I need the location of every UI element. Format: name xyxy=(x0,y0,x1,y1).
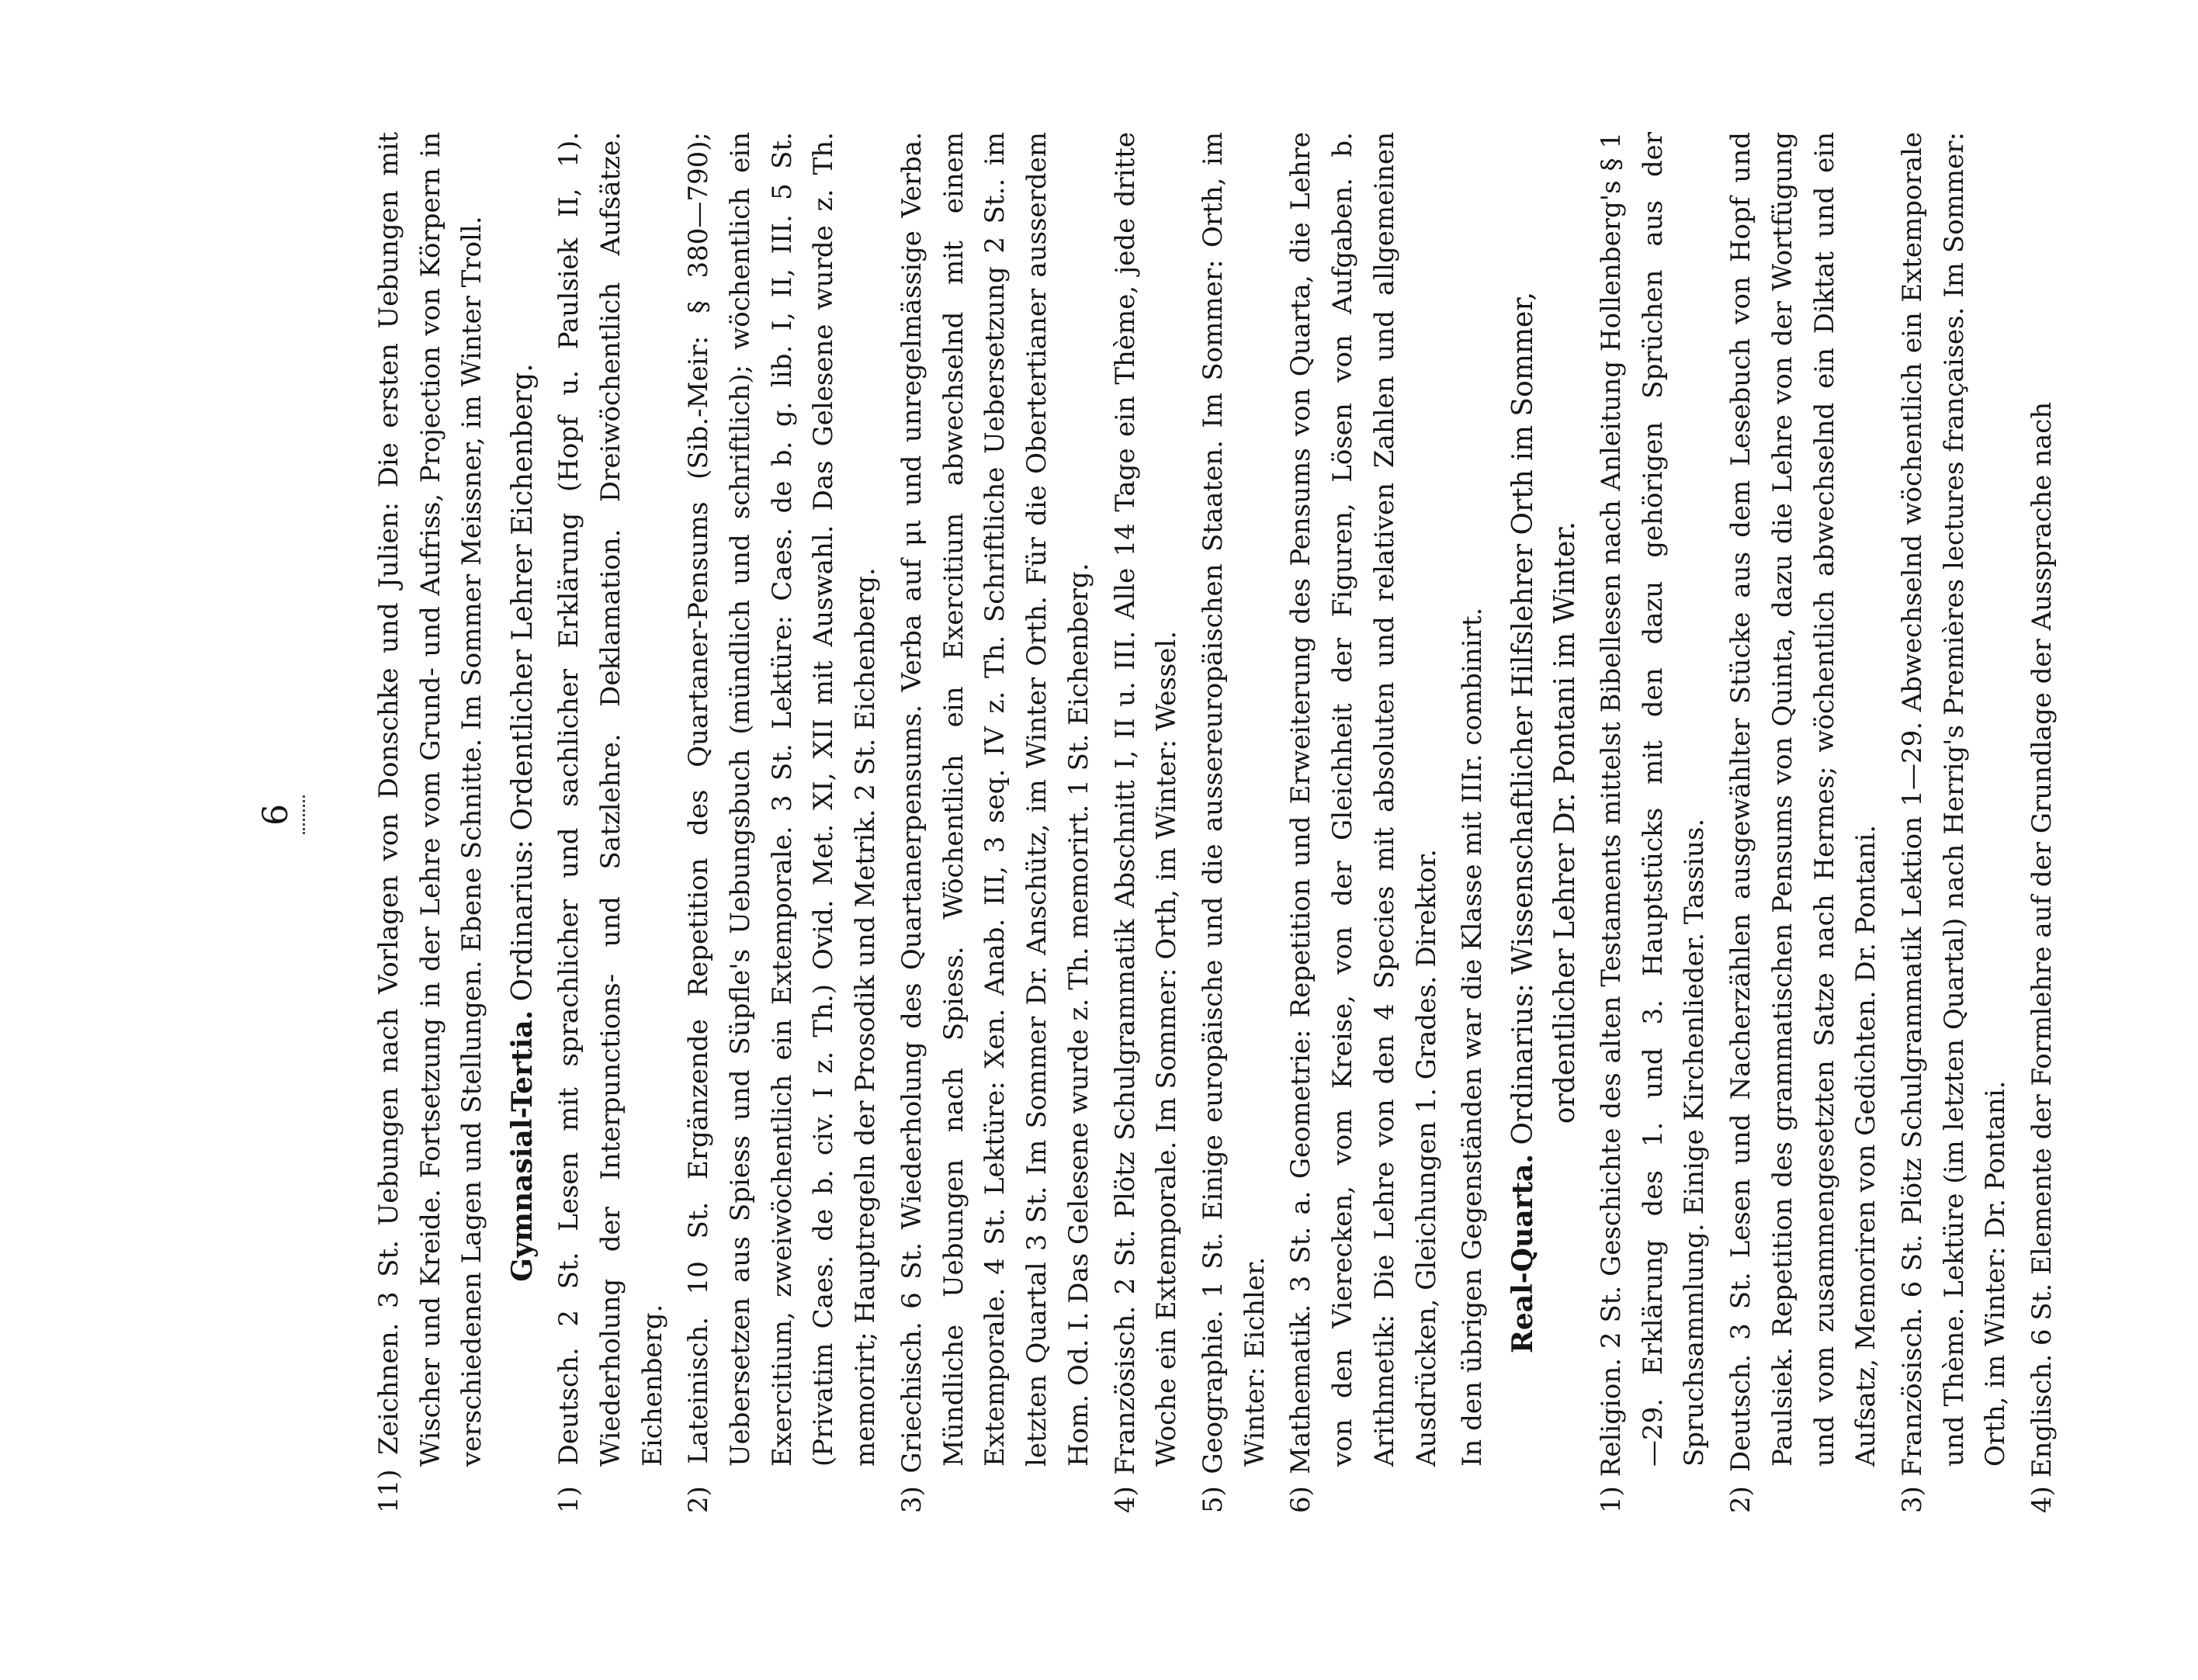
section-title: Real-Quarta. xyxy=(1506,1153,1539,1354)
ordinarius-line: Ordinarius: Wissenschaftlicher Hilfslehrer Orth im Sommer, xyxy=(1506,291,1539,1145)
paragraph: 1) Deutsch. 2 St. Lesen mit sprachlicher und sachlicher Erklärung (Hopf u. Paulsiek II, 1). Wiederholung der Interpunctions- und Satzlehre. Deklamation. Dreiwöchentlich Aufsätze. Eichenberg. xyxy=(553,132,668,1513)
section-heading-real-quarta xyxy=(1502,132,1586,1513)
paragraph: 3) Griechisch. 6 St. Wiederholung des Quartanerpensums. Verba auf μι und unregelmässige Verba. Mündliche Uebungen nach Spiess. Wöchentlich ein Exercitium abwechselnd mit einem Extemporale. 4 St. Lektüre: Xen. Anab. III, 3 seq. IV z. Th. Schriftliche Uebersetzung 2 St.. im letzten Quartal 3 St. Im Sommer Dr. Anschütz, im Winter Orth. Für die Obertertianer ausserdem Hom. Od. I. Das Gelesene wurde z. Th. memorirt. 1 St. Eichenberg. xyxy=(896,132,1094,1513)
paragraph: 2) Deutsch. 3 St. Lesen und Nacherzählen ausgewählter Stücke aus dem Lesebuch von Hopf und Paulsiek. Repetition des grammatischen Pensums von Quinta, dazu die Lehre von der Wortfügung und vom zusammengesetzten Satze nach Hermes; wöchentlich abwechselnd ein Diktat und ein Aufsatz, Memoriren von Gedichten. Dr. Pontani. xyxy=(1725,132,1882,1513)
paragraph: 4) Englisch. 6 St. Elemente der Formlehre auf der Grundlage der Aussprache nach xyxy=(2026,401,2058,1513)
section-real-quarta xyxy=(1591,132,2064,1513)
paragraph: In den übrigen Gegenständen war die Klasse mit IIIr. combinirt. xyxy=(1457,607,1489,1467)
ordinarius-line: Ordinarius: Ordentlicher Lehrer Eichenberg. xyxy=(507,363,539,1002)
paragraph-zeichnen: 11) Zeichnen. 3 St. Uebungen nach Vorlagen von Donschke und Julien: Die ersten Uebungen mit Wischer und Kreide. Fortsetzung in der Lehre vom Grund- und Aufriss, Projection von Körpern in verschiedenen Lagen und Stellungen. Ebene Schnitte. Im Sommer Meissner, im Winter Troll. xyxy=(373,132,488,1513)
paragraph: 1) Religion. 2 St. Geschichte des alten Testaments mittelst Bibellesen nach Anleitung Hollenberg's § 1—29. Erklärung des 1. und 3. Hauptstücks mit den dazu gehörigen Sprüchen aus der Spruchsammlung. Einige Kirchenlieder. Tassius. xyxy=(1595,132,1711,1513)
paragraph: 2) Lateinisch. 10 St. Ergänzende Repetition des Quartaner-Pensums (Sib.-Meir: § 380—790); Uebersetzen aus Spiess und Süpfle's Uebungsbuch (mündlich und schriftlich); wöchentlich ein Exercitium, zweiwöchentlich ein Extemporale. 3 St. Lektüre: Caes. de b. g. lib. I, II, III. 5 St. (Privatim Caes. de b. civ. I z. Th.) Ovid. Met. XI, XII mit Auswahl. Das Gelesene wurde z. Th. memorirt; Hauptregeln der Prosodik und Metrik. 2 St. Eichenberg. xyxy=(683,132,882,1513)
paragraph: 5) Geographie. 1 St. Einige europäische und die aussereuropäischen Staaten. Im Sommer: Orth, im Winter: Eichler. xyxy=(1197,132,1271,1513)
page-content xyxy=(369,132,2068,1513)
paragraph: 3) Französisch. 6 St. Plötz Schulgrammatik Lektion 1—29. Abwechselnd wöchentlich ein Extemporale und Thème. Lektüre (im letzten Quartal) nach Herrig's Premières lectures françaises. Im Sommer: Orth, im Winter: Dr. Pontani. xyxy=(1897,132,2012,1513)
page-number: 6 xyxy=(256,804,296,826)
paragraph: 6) Mathematik. 3 St. a. Geometrie: Repetition und Erweiterung des Pensums von Quarta, die Lehre von den Vierecken, vom Kreise, von der Gleichheit der Figuren, Lösen von Aufgaben. b. Arithmetik: Die Lehre von den 4 Species mit absoluten und relativen Zahlen und allgemeinen Ausdrücken, Gleichungen 1. Grades. Direktor. xyxy=(1285,132,1442,1513)
decorative-rule xyxy=(303,795,305,834)
section-gymnasial-tertia xyxy=(549,132,1494,1513)
section-heading-gymnasial-tertia xyxy=(501,132,544,1513)
ordinarius-line-2: ordentlicher Lehrer Dr. Pontani im Winter. xyxy=(1548,521,1581,1124)
paragraph: 4) Französisch. 2 St. Plötz Schulgrammatik Abschnitt I, II u. III. Alle 14 Tage ein Thème, jede dritte Woche ein Extemporale. Im Sommer: Orth, im Winter: Wessel. xyxy=(1109,132,1183,1513)
section-title: Gymnasial-Tertia. xyxy=(506,1010,539,1282)
rotated-page xyxy=(225,39,2088,1591)
